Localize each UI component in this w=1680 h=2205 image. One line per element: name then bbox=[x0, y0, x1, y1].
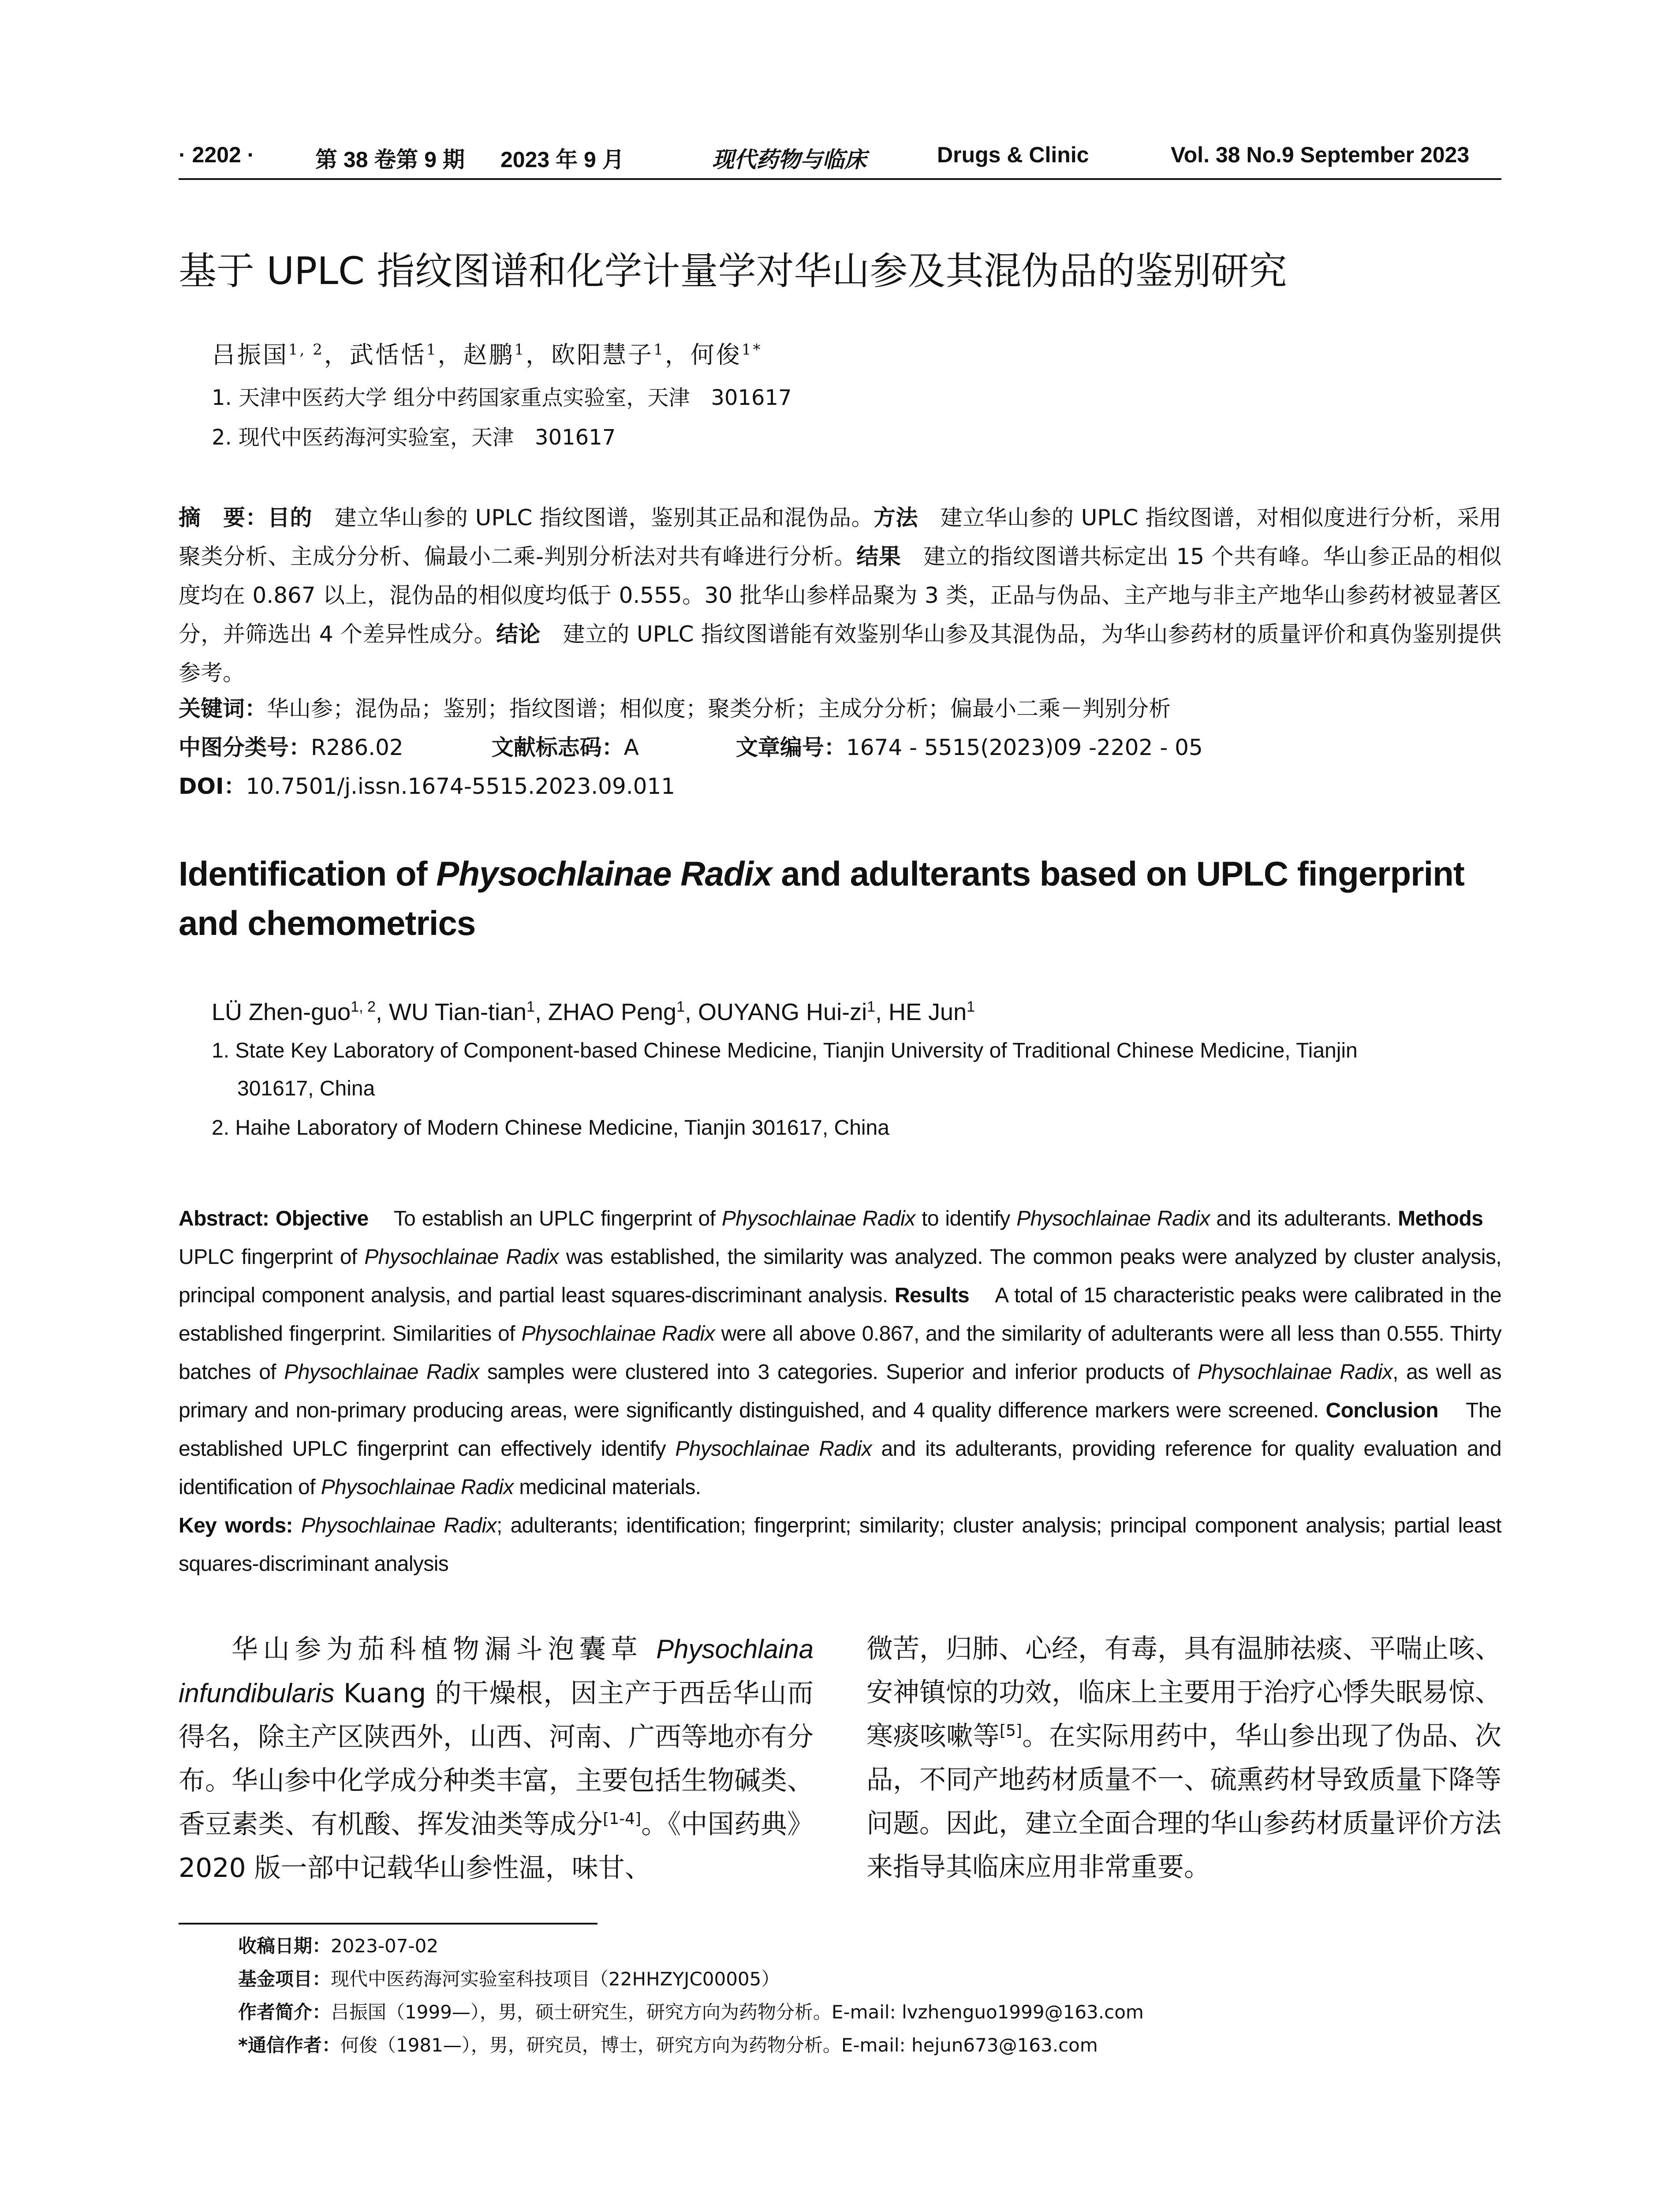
keywords-text-cn: 华山参；混伪品；鉴别；指纹图谱；相似度；聚类分析；主成分分析；偏最小二乘－判别分析 bbox=[267, 696, 1171, 721]
en-author-3-affil-mark: 1 bbox=[676, 998, 685, 1015]
volume-cn: 第 38 卷第 9 期 bbox=[315, 147, 465, 172]
footnote-author-text: 吕振国（1999—），男，硕士研究生，研究方向为药物分析。E-mail: lvzhenguo1999@163.com bbox=[331, 2001, 1144, 2023]
body-right-text-2: 。在实际用药中，华山参出现了伪品、次品，不同产地药材质量不一、硫熏药材导致质量下降等问题。因此，建立全面合理的华山参药材质量评价方法来指导其临床应用非常重要。 bbox=[866, 1721, 1502, 1883]
affiliation-en-2: 2. Haihe Laboratory of Modern Chinese Medicine, Tianjin 301617, China bbox=[212, 1116, 889, 1140]
conclusion-label-cn: 结论 bbox=[496, 621, 541, 647]
conclusion-label-en: Conclusion bbox=[1325, 1399, 1438, 1422]
footnote-corresponding-label: *通信作者： bbox=[238, 2034, 340, 2056]
clc-value: R286.02 bbox=[311, 735, 403, 760]
cn-author-3: 赵鹏 bbox=[463, 341, 515, 369]
footnote-received-text: 2023-07-02 bbox=[331, 1935, 439, 1957]
objective-label-cn: 目的 bbox=[267, 505, 312, 531]
title-en-species: Physochlainae Radix bbox=[436, 854, 772, 893]
cn-author-2: 武恬恬 bbox=[349, 341, 426, 369]
en-author-1-affil-mark: 1, 2 bbox=[351, 998, 376, 1015]
objective-text-cn: 建立华山参的 UPLC 指纹图谱，鉴别其正品和混伪品。 bbox=[312, 505, 874, 531]
conclusion-text-en: The established UPLC fingerprint can effectively identify Physochlainae Radix and its adulterants, providing reference for quality evaluation and identification of Physochlainae Radix medicinal materials. bbox=[179, 1399, 1501, 1499]
title-en-post: and adulterants based on UPLC fingerprint and chemometrics bbox=[179, 854, 1464, 942]
footnote-author bbox=[238, 2000, 1499, 2025]
journal-name-cn: 现代药物与临床 bbox=[712, 146, 866, 172]
body-left-text-1: 华山参为茄科植物漏斗泡囊草 bbox=[231, 1634, 657, 1665]
body-column-left bbox=[179, 1627, 814, 1890]
en-author-2-affil-mark: 1 bbox=[526, 998, 535, 1015]
affiliation-en-1-line1: 1. State Key Laboratory of Component-based Chinese Medicine, Tianjin University of Traditional Chinese Medicine, Tianjin bbox=[212, 1039, 1358, 1062]
footnote-corresponding-text: 何俊（1981—），男，研究员，博士，研究方向为药物分析。E-mail: hejun673@163.com bbox=[340, 2034, 1098, 2056]
affiliation-cn-1: 1. 天津中医药大学 组分中药国家重点实验室，天津 301617 bbox=[212, 385, 792, 410]
keywords-cn bbox=[179, 693, 1501, 724]
objective-text-en: To establish an UPLC fingerprint of Physochlainae Radix to identify Physochlainae Radix and its adulterants. bbox=[393, 1207, 1392, 1230]
keywords-text-en: Physochlainae Radix; adulterants; identification; fingerprint; similarity; cluster analysis; principal component analysis; partial least squares-discriminant analysis bbox=[179, 1514, 1501, 1576]
footnote-received-label: 收稿日期： bbox=[238, 1935, 331, 1957]
en-author-5: HE Jun bbox=[889, 999, 967, 1025]
methods-label-cn: 方法 bbox=[874, 505, 918, 531]
cn-author-5: 何俊 bbox=[690, 341, 742, 369]
keywords-label-cn: 关键词： bbox=[179, 696, 267, 721]
doi-value: 10.7501/j.issn.1674-5515.2023.09.011 bbox=[246, 774, 676, 799]
affiliation-en-1 bbox=[212, 1032, 1508, 1108]
cn-author-4: 欧阳慧子 bbox=[551, 341, 654, 369]
affiliation-cn-2: 2. 现代中医药海河实验室，天津 301617 bbox=[212, 425, 616, 450]
volume-en: Vol. 38 No.9 September 2023 bbox=[1171, 142, 1470, 167]
body-right-text-1: 微苦，归肺、心经，有毒，具有温肺祛痰、平喘止咳、安神镇惊的功效，临床上主要用于治疗心悸失眠易惊、寒痰咳嗽等 bbox=[866, 1633, 1501, 1752]
results-label-en: Results bbox=[894, 1284, 970, 1307]
cn-author-5-affil-mark: 1* bbox=[741, 341, 762, 359]
title-cn: 基于 UPLC 指纹图谱和化学计量学对华山参及其混伪品的鉴别研究 bbox=[179, 249, 1287, 293]
page-number: · 2202 · bbox=[179, 142, 255, 167]
title-en-pre: Identification of bbox=[179, 854, 437, 893]
methods-text-en: UPLC fingerprint of Physochlainae Radix was established, the similarity was analyzed. The common peaks were analyzed by cluster analysis, principal component analysis, and partial least squares-discriminant analysis. bbox=[179, 1245, 1501, 1307]
footnote-funding-text: 现代中医药海河实验室科技项目（22HHZYJC00005） bbox=[331, 1968, 780, 1990]
article-no-value: 1674 - 5515(2023)09 -2202 - 05 bbox=[846, 735, 1203, 760]
affiliation-en-1-line2: 301617, China bbox=[237, 1077, 375, 1100]
footnote-rule bbox=[179, 1923, 597, 1925]
en-author-3: ZHAO Peng bbox=[548, 999, 677, 1025]
abstract-label-en: Abstract: bbox=[179, 1207, 269, 1230]
doc-code-label: 文献标志码： bbox=[491, 735, 624, 760]
doi-label: DOI： bbox=[179, 774, 246, 799]
conclusion-text-cn: 建立的 UPLC 指纹图谱能有效鉴别华山参及其混伪品，为华山参药材的质量评价和真伪鉴别提供参考。 bbox=[179, 621, 1501, 686]
authors-en: LÜ Zhen-guo$^{1, 2}$, WU Tian-tian$^1$, ZHAO Peng$^1$, OUYANG Hui-$zi^1$, HE Jun$^1$ bbox=[212, 998, 975, 1025]
footnote-corresponding bbox=[238, 2033, 1499, 2058]
cn-author-1: 吕振国 bbox=[212, 341, 288, 369]
en-author-2: WU Tian-tian bbox=[388, 999, 527, 1025]
abstract-label-cn: 摘 要： bbox=[179, 505, 268, 531]
doi-line bbox=[179, 771, 1501, 802]
en-author-1: LÜ Zhen-guo bbox=[212, 999, 351, 1025]
keywords-label-en: Key words: bbox=[179, 1514, 293, 1537]
cn-author-4-affil-mark: 1 bbox=[653, 341, 665, 359]
objective-label-en: Objective bbox=[275, 1207, 369, 1230]
en-author-4-affil-mark: 1 bbox=[867, 998, 875, 1015]
methods-text-cn: 建立华山参的 UPLC 指纹图谱，对相似度进行分析，采用聚类分析、主成分分析、偏最小二乘-判别分析法对共有峰进行分析。 bbox=[179, 505, 1502, 569]
journal-name-en: Drugs & Clinic bbox=[937, 142, 1089, 167]
abstract-en bbox=[179, 1200, 1501, 1583]
citation-5: [5] bbox=[999, 1722, 1022, 1740]
body-column-right bbox=[866, 1627, 1501, 1889]
authors-cn: 吕振国$^{1, 2}$，武恬恬$^1$，赵鹏$^1$，欧阳慧子$^1$，何俊$^{1*}$ bbox=[212, 341, 762, 369]
cn-author-1-affil-mark: 1, 2 bbox=[288, 341, 324, 359]
date-cn: 2023 年 9 月 bbox=[500, 147, 624, 172]
citation-1-4: [1-4] bbox=[603, 1810, 642, 1828]
cn-author-3-affil-mark: 1 bbox=[514, 341, 526, 359]
body-left-text-3: 。《中国药典》2020 版一部中记载华山参性温，味甘、 bbox=[179, 1809, 814, 1884]
classification-line bbox=[179, 732, 1501, 763]
footnote-funding-label: 基金项目： bbox=[238, 1968, 331, 1990]
en-author-5-affil-mark: 1 bbox=[967, 998, 975, 1015]
title-en bbox=[179, 849, 1501, 948]
header-rule bbox=[179, 178, 1501, 180]
doc-code-value: A bbox=[623, 735, 639, 760]
body-left-species: Physochlaina infundibularis bbox=[179, 1634, 814, 1708]
results-text-en: A total of 15 characteristic peaks were calibrated in the established fingerprint. Similarities of Physochlainae Radix were all above 0.867, and the similarity of adulterants were all less than 0.555. Thirty batches of Physochlainae Radix samples were clustered into 3 categories. Superior and inferior products of Physochlainae Radix, as well as primary and non-primary producing areas, were significantly distinguished, and 4 quality difference markers were screened. bbox=[179, 1284, 1501, 1422]
results-text-cn: 建立的指纹图谱共标定出 15 个共有峰。华山参正品的相似度均在 0.867 以上，混伪品的相似度均低于 0.555。30 批华山参样品聚为 3 类，正品与伪品、主产地与非主产地华山参药材被显著区分，并筛选出 4 个差异性成分。 bbox=[179, 544, 1502, 647]
cn-author-2-affil-mark: 1 bbox=[426, 341, 438, 359]
en-author-4: OUYANG Hui-zi bbox=[698, 999, 867, 1025]
footnote-received bbox=[238, 1934, 1499, 1958]
body-left-text-2: Kuang 的干燥根，因主产于西岳华山而得名，除主产区陕西外，山西、河南、广西等地亦有分布。华山参中化学成分种类丰富，主要包括生物碱类、香豆素类、有机酸、挥发油类等成分 bbox=[179, 1678, 814, 1840]
clc-label: 中图分类号： bbox=[179, 735, 311, 760]
article-no-label: 文章编号： bbox=[735, 735, 846, 760]
methods-label-en: Methods bbox=[1398, 1207, 1483, 1230]
footnote-funding bbox=[238, 1967, 1499, 1992]
footnote-author-label: 作者简介： bbox=[238, 2001, 331, 2023]
abstract-cn bbox=[179, 498, 1501, 692]
results-label-cn: 结果 bbox=[856, 544, 901, 569]
running-header bbox=[179, 142, 1501, 182]
